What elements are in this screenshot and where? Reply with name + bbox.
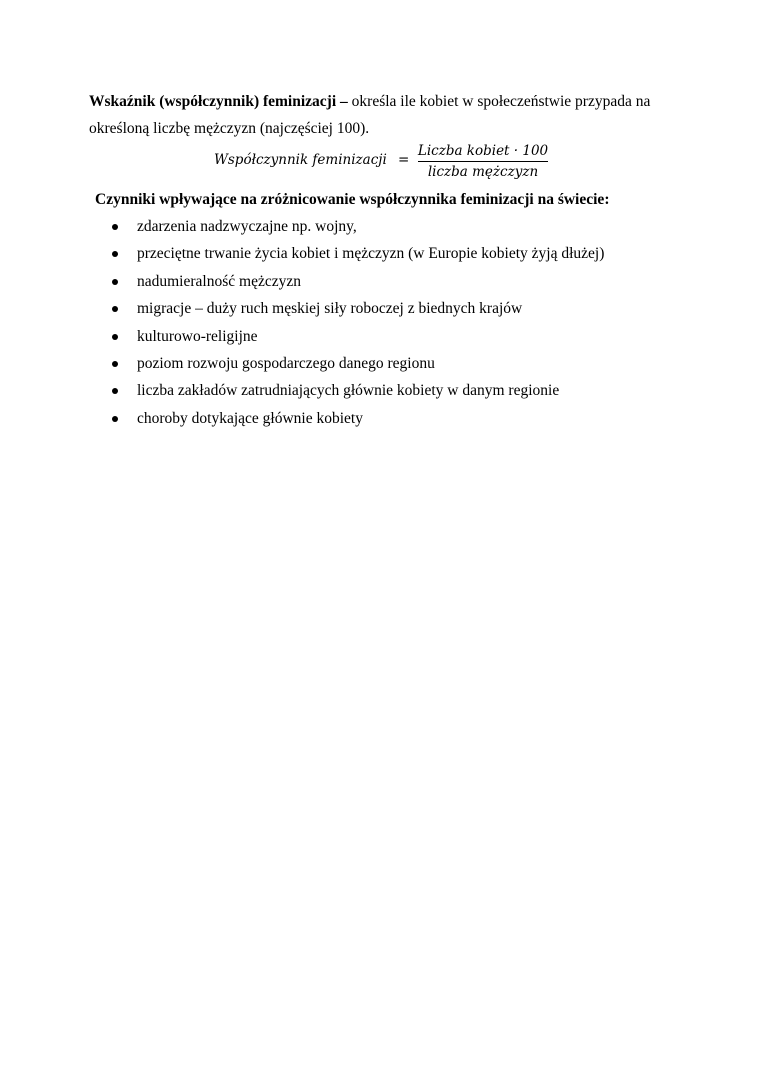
formula-numerator: Liczba kobiet · 100 [417,143,549,159]
bullet-icon [112,334,118,340]
definition-term: Wskaźnik (współczynnik) feminizacji – [89,93,348,110]
formula-denominator: liczba mężczyzn [427,164,539,180]
bullet-icon [112,361,118,367]
definition-paragraph [89,88,679,142]
bullet-icon [112,224,118,230]
factors-heading: Czynniki wpływające na zróżnicowanie współczynnika feminizacji na świecie: [95,191,610,208]
list-item-text: kulturowo-religijne [137,327,258,345]
list-item-text: przeciętne trwanie życia kobiet i mężczyzn (w Europie kobiety żyją dłużej) [137,245,605,263]
bullet-icon [112,279,118,285]
bullet-icon [112,388,118,394]
bullet-icon [112,416,118,422]
feminization-formula [214,141,554,185]
list-item-text: poziom rozwoju gospodarczego danego regionu [137,354,435,372]
list-item-text: choroby dotykające głównie kobiety [137,409,363,427]
list-item-text: liczba zakładów zatrudniających głównie kobiety w danym regionie [137,382,560,400]
list-item-text: zdarzenia nadzwyczajne np. wojny, [137,218,357,235]
bullet-icon [112,306,118,312]
definition-text: określa ile kobiet w społeczeństwie przypada na określoną liczbę mężczyzn (najczęściej 100). [89,93,651,137]
formula-equals: = [398,152,410,168]
list-item-text: migracje – duży ruch męskiej siły roboczej z biednych krajów [137,300,523,318]
bullet-icon [112,251,118,257]
formula-lhs: Współczynnik feminizacji [214,152,387,168]
formula-fraction [416,141,550,182]
list-item-text: nadumieralność mężczyzn [137,272,301,290]
